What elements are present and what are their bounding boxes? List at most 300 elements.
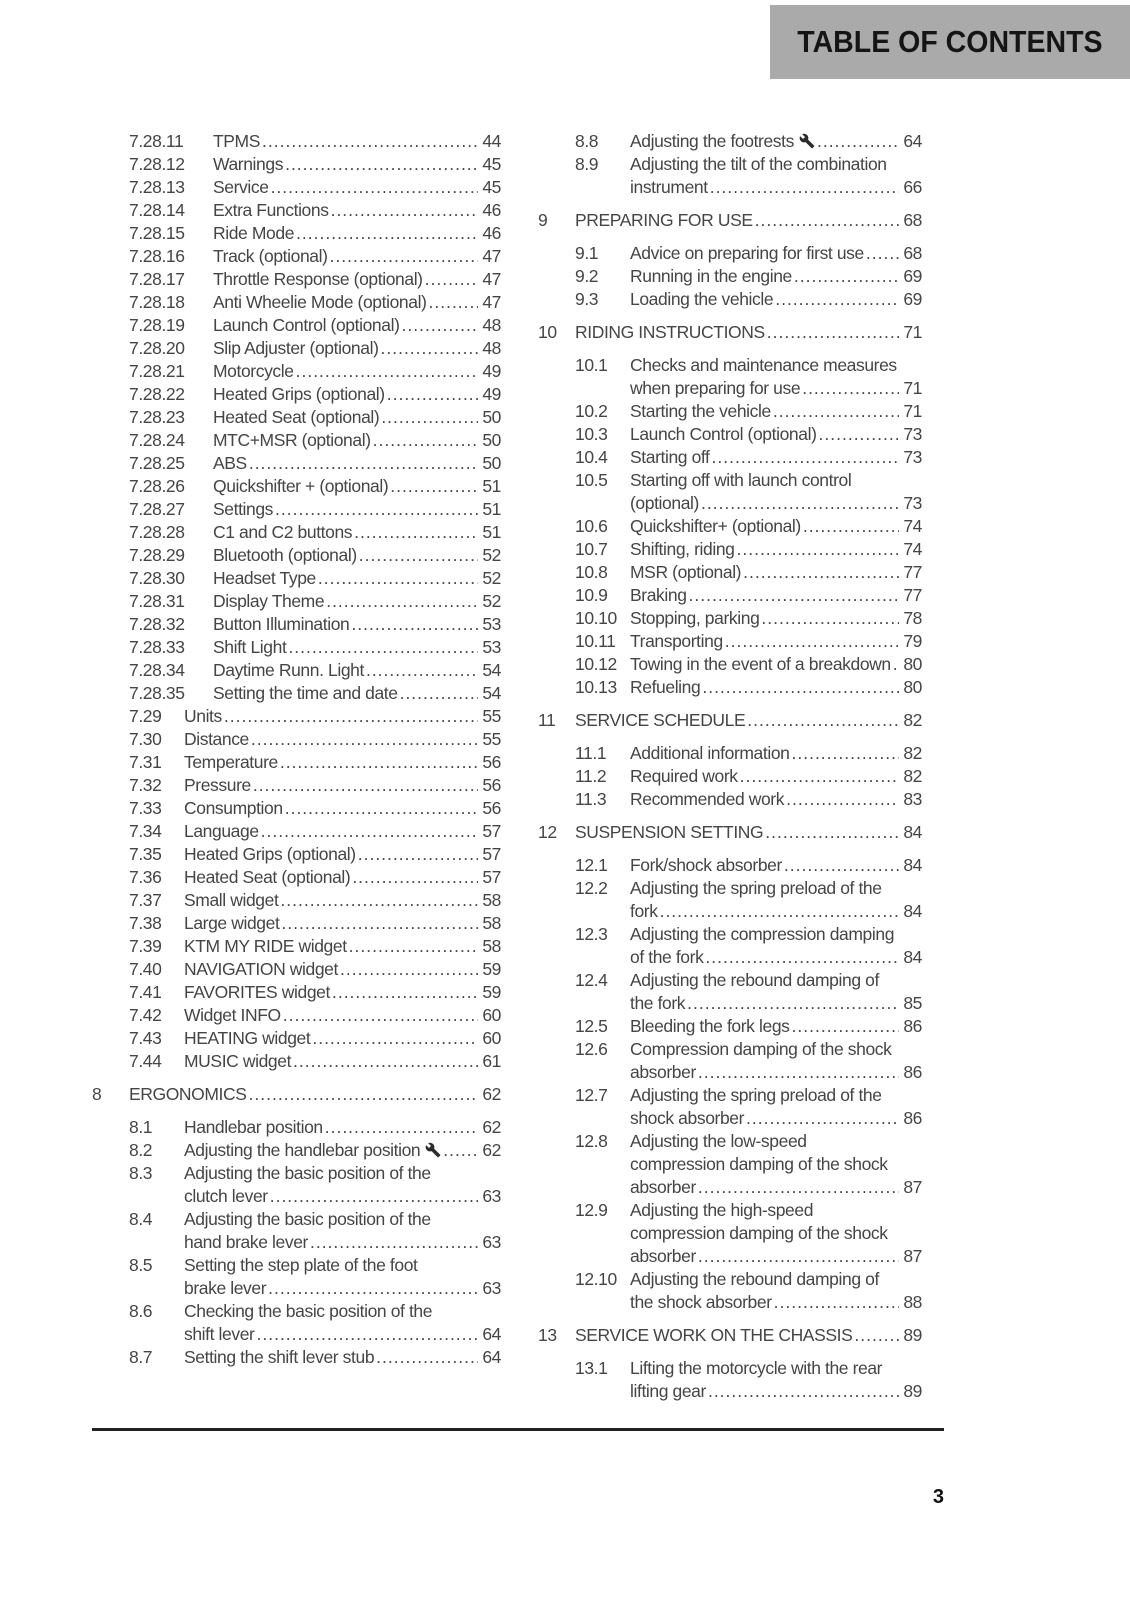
entry-body	[630, 469, 922, 515]
dot-leader	[281, 912, 478, 935]
entry-line	[184, 797, 501, 820]
entry-page-number: 53	[482, 637, 501, 657]
dot-leader	[743, 561, 899, 584]
entry-page-number: 77	[903, 585, 922, 605]
entry-body	[630, 288, 922, 311]
dot-leader	[746, 1107, 899, 1130]
entry-page-number: 73	[903, 424, 922, 444]
dot-leader	[257, 1323, 479, 1346]
entry-number: 7.28.31	[129, 591, 185, 611]
entry-number: 10.12	[575, 654, 617, 674]
entry-body	[630, 1357, 922, 1403]
dot-leader	[400, 682, 479, 705]
entry-line	[184, 751, 501, 774]
dot-leader	[775, 288, 899, 311]
entry-number: 7.28.32	[129, 614, 185, 634]
toc-entry-row	[538, 765, 922, 788]
entry-title: TPMS	[213, 131, 261, 151]
entry-body	[213, 291, 501, 314]
entry-title: (optional)	[630, 493, 699, 513]
entry-line	[184, 1004, 501, 1027]
entry-body	[184, 774, 501, 797]
dot-leader	[359, 544, 479, 567]
entry-body	[630, 354, 922, 400]
toc-section-row	[538, 321, 922, 344]
entry-number: 7.32	[129, 775, 162, 795]
entry-line	[630, 900, 922, 923]
entry-line	[630, 630, 922, 653]
entry-title: Additional information	[630, 743, 790, 763]
entry-line	[184, 774, 501, 797]
entry-body	[630, 265, 922, 288]
entry-page-number: 63	[482, 1278, 501, 1298]
entry-body	[575, 209, 922, 232]
entry-body	[184, 705, 501, 728]
entry-page-number: 88	[903, 1292, 922, 1312]
entry-body	[184, 751, 501, 774]
entry-body	[575, 321, 922, 344]
entry-body	[213, 521, 501, 544]
entry-page-number: 63	[482, 1186, 501, 1206]
entry-body	[184, 843, 501, 866]
dot-leader	[443, 1139, 478, 1162]
toc-entry-row	[92, 360, 501, 383]
entry-line	[213, 199, 501, 222]
entry-line	[630, 400, 922, 423]
entry-page-number: 73	[903, 447, 922, 467]
dot-leader	[387, 383, 479, 406]
toc-entry-row	[538, 153, 922, 199]
entry-line: Adjusting the basic position of the	[184, 1209, 431, 1229]
entry-line	[184, 1277, 501, 1300]
entry-number: 7.28.16	[129, 246, 185, 266]
entry-line	[630, 788, 922, 811]
entry-number: 7.33	[129, 798, 162, 818]
entry-body	[184, 866, 501, 889]
entry-page-number: 79	[903, 631, 922, 651]
entry-body	[630, 400, 922, 423]
entry-title: Adjusting the footrests	[630, 131, 794, 151]
toc-entry-row	[92, 567, 501, 590]
entry-title: Stopping, parking	[630, 608, 760, 628]
entry-page-number: 73	[903, 493, 922, 513]
toc-entry-row	[92, 452, 501, 475]
entry-title: MUSIC widget	[184, 1051, 292, 1071]
page-title: TABLE OF CONTENTS	[797, 24, 1103, 59]
dot-leader	[698, 1245, 899, 1268]
dot-leader	[698, 1176, 899, 1199]
entry-number: 7.28.33	[129, 637, 185, 657]
entry-line	[184, 728, 501, 751]
entry-line	[630, 946, 922, 969]
entry-title: Starting off	[630, 447, 710, 467]
entry-number: 7.28.34	[129, 660, 185, 680]
dot-leader	[710, 176, 900, 199]
entry-title: Button Illumination	[213, 614, 350, 634]
entry-line	[630, 676, 922, 699]
entry-body	[184, 1139, 501, 1162]
dot-leader	[366, 659, 478, 682]
toc-entry-row	[92, 1027, 501, 1050]
entry-number: 12.7	[575, 1085, 608, 1105]
entry-number: 7.28.20	[129, 338, 185, 358]
dot-leader	[854, 1324, 899, 1347]
entry-page-number: 71	[903, 378, 922, 398]
entry-page-number: 62	[482, 1117, 501, 1137]
entry-number: 7.28.30	[129, 568, 185, 588]
toc-entry-row	[538, 1357, 922, 1403]
entry-title: ABS	[213, 453, 247, 473]
toc-entry-row	[92, 314, 501, 337]
entry-line	[630, 1015, 922, 1038]
toc-entry-row	[92, 337, 501, 360]
entry-body	[184, 820, 501, 843]
dot-leader	[349, 935, 479, 958]
dot-leader	[792, 1015, 900, 1038]
entry-title: Braking	[630, 585, 687, 605]
dot-leader	[275, 498, 478, 521]
entry-line	[213, 337, 501, 360]
entry-body	[630, 1015, 922, 1038]
entry-page-number: 51	[482, 476, 501, 496]
toc-entry-row	[92, 268, 501, 291]
entry-line	[630, 584, 922, 607]
toc-section-row	[92, 1083, 501, 1106]
entry-page-number: 49	[482, 361, 501, 381]
toc-entry-row	[538, 742, 922, 765]
entry-page-number: 74	[903, 516, 922, 536]
entry-page-number: 54	[482, 660, 501, 680]
entry-number: 12.4	[575, 970, 608, 990]
entry-body	[630, 676, 922, 699]
entry-number: 7.28.22	[129, 384, 185, 404]
entry-page-number: 46	[482, 223, 501, 243]
entry-line	[184, 1027, 501, 1050]
toc-entry-row	[538, 1268, 922, 1314]
entry-page-number: 58	[482, 936, 501, 956]
page-header-banner	[770, 5, 1130, 79]
dot-leader	[784, 854, 899, 877]
entry-title: Launch Control (optional)	[213, 315, 400, 335]
entry-body	[129, 1083, 501, 1106]
entry-title: Display Theme	[213, 591, 325, 611]
entry-page-number: 63	[482, 1232, 501, 1252]
entry-number: 7.30	[129, 729, 162, 749]
dot-leader	[312, 1027, 478, 1050]
entry-page-number: 84	[903, 901, 922, 921]
entry-line	[213, 360, 501, 383]
entry-line	[575, 709, 922, 732]
entry-line	[575, 209, 922, 232]
entry-number: 7.42	[129, 1005, 162, 1025]
toc-section-row	[538, 209, 922, 232]
entry-body	[630, 130, 922, 153]
toc-entry-row	[92, 1116, 501, 1139]
dot-leader	[332, 981, 478, 1004]
entry-body	[630, 630, 922, 653]
entry-line	[630, 288, 922, 311]
entry-body	[630, 561, 922, 584]
entry-page-number: 61	[482, 1051, 501, 1071]
toc-section-row	[538, 821, 922, 844]
toc-entry-row	[92, 705, 501, 728]
entry-title: Large widget	[184, 913, 280, 933]
entry-body	[184, 1116, 501, 1139]
entry-page-number: 45	[482, 154, 501, 174]
entry-page-number: 60	[482, 1005, 501, 1025]
entry-title: Language	[184, 821, 259, 841]
entry-body	[630, 515, 922, 538]
toc-entry-row	[538, 1015, 922, 1038]
entry-page-number: 68	[903, 243, 922, 263]
toc-entry-row	[538, 423, 922, 446]
entry-number: 7.43	[129, 1028, 162, 1048]
entry-body	[213, 567, 501, 590]
entry-line	[630, 765, 922, 788]
entry-title: PREPARING FOR USE	[575, 210, 753, 230]
entry-line	[213, 291, 501, 314]
toc-entry-row	[92, 222, 501, 245]
toc-section-row	[538, 709, 922, 732]
entry-line	[213, 429, 501, 452]
entry-body	[213, 544, 501, 567]
entry-title: Running in the engine	[630, 266, 792, 286]
entry-number: 7.28.18	[129, 292, 185, 312]
entry-number: 11.1	[575, 743, 607, 763]
entry-title: Recommended work	[630, 789, 785, 809]
entry-body	[184, 912, 501, 935]
entry-page-number: 87	[903, 1246, 922, 1266]
entry-number: 10.13	[575, 677, 617, 697]
entry-line	[630, 561, 922, 584]
entry-body	[184, 1300, 501, 1346]
dot-leader	[340, 958, 478, 981]
entry-title: Adjusting the handlebar position	[184, 1140, 421, 1160]
entry-line: Adjusting the high-speed	[630, 1200, 814, 1220]
dot-leader	[376, 1346, 478, 1369]
toc-entry-row	[92, 1004, 501, 1027]
entry-line	[575, 321, 922, 344]
entry-line: Setting the step plate of the foot	[184, 1255, 418, 1275]
toc-entry-row	[92, 636, 501, 659]
toc-entry-row	[538, 584, 922, 607]
entry-body	[630, 242, 922, 265]
entry-title: Launch Control (optional)	[630, 424, 817, 444]
toc-entry-row	[538, 1084, 922, 1130]
entry-title: Transporting	[630, 631, 723, 651]
dot-leader	[296, 222, 478, 245]
entry-body	[575, 709, 922, 732]
entry-page-number: 77	[903, 562, 922, 582]
toc-entry-row	[538, 354, 922, 400]
entry-title: Bleeding the fork legs	[630, 1016, 790, 1036]
entry-body	[213, 498, 501, 521]
entry-page-number: 55	[482, 729, 501, 749]
entry-line	[213, 590, 501, 613]
entry-body	[184, 889, 501, 912]
entry-line	[213, 544, 501, 567]
entry-number: 7.36	[129, 867, 162, 887]
entry-number: 9.3	[575, 289, 599, 309]
entry-title: Heated Seat (optional)	[184, 867, 351, 887]
entry-number: 12.9	[575, 1200, 608, 1220]
entry-page-number: 47	[482, 292, 501, 312]
toc-entry-row	[92, 291, 501, 314]
entry-page-number: 52	[482, 545, 501, 565]
entry-number: 7.28.29	[129, 545, 185, 565]
entry-page-number: 82	[903, 743, 922, 763]
entry-number: 7.28.26	[129, 476, 185, 496]
entry-line	[184, 889, 501, 912]
entry-line	[184, 981, 501, 1004]
toc-entry-row	[92, 130, 501, 153]
entry-number: 7.40	[129, 959, 162, 979]
entry-number: 12.6	[575, 1039, 608, 1059]
dot-leader	[293, 1050, 478, 1073]
entry-title: RIDING INSTRUCTIONS	[575, 322, 765, 342]
entry-number: 12	[538, 822, 557, 842]
entry-page-number: 86	[903, 1016, 922, 1036]
entry-number: 7.29	[129, 706, 162, 726]
entry-page-number: 50	[482, 430, 501, 450]
entry-title: absorber	[630, 1062, 696, 1082]
dot-leader	[747, 709, 899, 732]
entry-number: 11.2	[575, 766, 607, 786]
entry-page-number: 89	[903, 1381, 922, 1401]
entry-title: Setting the shift lever stub	[184, 1347, 375, 1367]
entry-page-number: 80	[903, 654, 922, 674]
entry-title: SERVICE WORK ON THE CHASSIS	[575, 1325, 853, 1345]
entry-title: shift lever	[184, 1324, 255, 1344]
entry-number: 7.28.24	[129, 430, 185, 450]
entry-number: 10.2	[575, 401, 608, 421]
dot-leader	[285, 153, 478, 176]
entry-body	[630, 969, 922, 1015]
toc-entry-row	[92, 544, 501, 567]
entry-line	[630, 992, 922, 1015]
entry-number: 12.10	[575, 1269, 617, 1289]
toc-entry-row	[92, 498, 501, 521]
entry-title: Shift Light	[213, 637, 287, 657]
entry-number: 7.39	[129, 936, 162, 956]
entry-body	[184, 1254, 501, 1300]
entry-number: 10.10	[575, 608, 617, 628]
entry-body	[630, 788, 922, 811]
entry-title: Heated Grips (optional)	[184, 844, 356, 864]
entry-number: 13.1	[575, 1358, 608, 1378]
entry-line: Adjusting the basic position of the	[184, 1163, 431, 1183]
dot-leader	[701, 492, 899, 515]
entry-line	[630, 377, 922, 400]
entry-number: 10.7	[575, 539, 608, 559]
toc-entry-row	[92, 429, 501, 452]
entry-page-number: 56	[482, 752, 501, 772]
entry-number: 7.28.15	[129, 223, 185, 243]
entry-body	[630, 742, 922, 765]
entry-line	[630, 1107, 922, 1130]
entry-title: Extra Functions	[213, 200, 329, 220]
entry-line	[184, 1185, 501, 1208]
entry-line: Adjusting the spring preload of the	[630, 878, 882, 898]
entry-page-number: 64	[482, 1347, 501, 1367]
entry-title: FAVORITES widget	[184, 982, 330, 1002]
entry-body	[184, 1346, 501, 1369]
entry-number: 8.7	[129, 1347, 153, 1367]
dot-leader	[687, 992, 899, 1015]
entry-number: 7.28.35	[129, 683, 185, 703]
entry-body	[630, 765, 922, 788]
dot-leader	[819, 423, 900, 446]
entry-body	[184, 935, 501, 958]
entry-body	[213, 337, 501, 360]
entry-title: ERGONOMICS	[129, 1084, 247, 1104]
dot-leader	[773, 400, 899, 423]
toc-columns	[92, 130, 922, 1403]
dot-leader	[330, 245, 479, 268]
entry-line	[213, 613, 501, 636]
entry-page-number: 51	[482, 522, 501, 542]
toc-entry-row	[538, 288, 922, 311]
entry-body	[575, 1324, 922, 1347]
entry-line: Adjusting the low-speed	[630, 1131, 807, 1151]
entry-line	[213, 314, 501, 337]
wrench-icon	[799, 133, 815, 149]
entry-body	[213, 314, 501, 337]
toc-entry-row	[92, 843, 501, 866]
entry-title: Refueling	[630, 677, 701, 697]
entry-title: fork	[630, 901, 658, 921]
dot-leader	[702, 676, 899, 699]
dot-leader	[251, 728, 478, 751]
entry-body	[213, 406, 501, 429]
toc-entry-row	[538, 630, 922, 653]
toc-entry-row	[538, 561, 922, 584]
entry-line	[184, 935, 501, 958]
dot-leader	[660, 900, 900, 923]
entry-title: Starting the vehicle	[630, 401, 771, 421]
toc-entry-row	[92, 383, 501, 406]
entry-line: Adjusting the compression damping	[630, 924, 895, 944]
entry-body	[213, 613, 501, 636]
dot-leader	[689, 584, 900, 607]
dot-leader	[270, 1185, 479, 1208]
entry-number: 7.34	[129, 821, 162, 841]
toc-entry-row	[92, 659, 501, 682]
entry-page-number: 50	[482, 407, 501, 427]
toc-entry-row	[92, 935, 501, 958]
entry-body	[184, 728, 501, 751]
entry-line	[213, 222, 501, 245]
toc-entry-row	[92, 245, 501, 268]
entry-page-number: 44	[482, 131, 501, 151]
dot-leader	[381, 406, 478, 429]
entry-page-number: 56	[482, 798, 501, 818]
entry-body	[213, 176, 501, 199]
entry-number: 9.1	[575, 243, 599, 263]
entry-title: Shifting, riding	[630, 539, 735, 559]
toc-entry-row	[92, 1208, 501, 1254]
entry-line	[630, 515, 922, 538]
entry-line: Starting off with launch control	[630, 470, 852, 490]
toc-entry-row	[92, 1162, 501, 1208]
entry-title: Anti Wheelie Mode (optional)	[213, 292, 427, 312]
entry-line	[630, 607, 922, 630]
entry-page-number: 45	[482, 177, 501, 197]
entry-body	[630, 1268, 922, 1314]
entry-line	[213, 636, 501, 659]
entry-title: Distance	[184, 729, 249, 749]
entry-line	[184, 1116, 501, 1139]
